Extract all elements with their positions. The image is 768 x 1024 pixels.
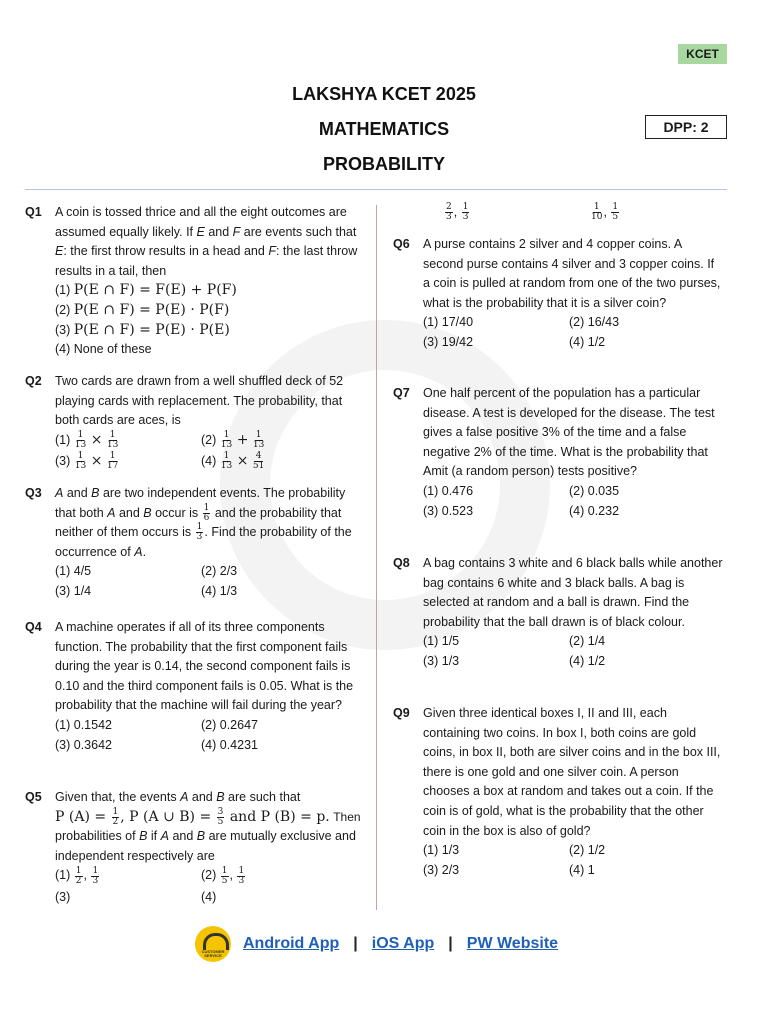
option-3-value: $\frac{2}{3}$ , $\frac{1}{3}$ — [446, 202, 469, 223]
option-3: (3) 0.3642 — [55, 737, 112, 752]
option-4: (4) 1 — [569, 862, 595, 877]
title-topic: PROBABILITY — [322, 154, 445, 174]
option-3: (3) 0.523 — [423, 503, 474, 518]
option-4: (4) 0.4231 — [201, 737, 258, 752]
question-4 — [25, 618, 365, 755]
option-4: (4) 1/2 — [569, 653, 606, 668]
option-2: (2) 0.035 — [569, 483, 620, 498]
option-2: (2) 1/4 — [569, 634, 606, 649]
option-1: (1) 1/5 — [423, 634, 460, 649]
headset-icon — [203, 933, 229, 950]
option-3: (3) $\frac{1}{13}$ × $\frac{1}{17}$ — [55, 450, 119, 471]
question-text: Given three identical boxes I, II and III, each containing two coins. In box I, both coins are gold coins, in box II, both are silver coins and in the box III, there is one gold and one silver coin. A person chooses a box at random and takes out a coin. If the coin is of gold, what is the probability that the other coin in the box is also of gold? — [423, 706, 721, 838]
option-2: (2) 16/43 — [569, 315, 620, 330]
question-5 — [25, 788, 377, 908]
question-8 — [393, 554, 723, 672]
option-4: (4) 1/3 — [201, 583, 238, 598]
option-1: (1) 17/40 — [423, 315, 474, 330]
header-divider — [25, 189, 727, 190]
option-2: (2) 0.2647 — [201, 717, 258, 732]
option-1: (1) P(E ∩ F) = F(E) + P(F) — [55, 282, 237, 299]
android-app-link[interactable]: Android App — [243, 935, 340, 952]
kcet-tag: KCET — [678, 44, 727, 64]
question-text: A machine operates if all of its three components function. The probability that the first component fails during the year is 0.14, the second component fails is 0.10 and the third component fails is 0.05. What is the probability that the machine will fail during the year? — [55, 620, 354, 713]
question-text: A purse contains 2 silver and 4 copper coins. A second purse contains 4 silver and 3 copper coins. If a coin is pulled at random from one of the two purses, what is the probability that it is a silver coin? — [423, 237, 721, 310]
option-3: (3) — [55, 890, 71, 905]
title-lakshya: LAKSHYA KCET 2025 — [292, 84, 476, 104]
question-6 — [393, 235, 723, 353]
question-number: Q1 — [25, 205, 42, 219]
question-text: A and B are two independent events. The probability that both A and B occur is $\frac{1}{6}$ and the probability that neither of them occurs is $\frac{1}{3}$ . Find the probability of the occurrence of A. — [55, 486, 352, 559]
option-4-value: $\frac{1}{10}$ , $\frac{1}{5}$ — [591, 202, 619, 223]
pw-website-link[interactable]: PW Website — [466, 935, 559, 952]
question-number: Q3 — [25, 486, 42, 500]
option-4: (4) 0.232 — [569, 503, 620, 518]
question-number: Q4 — [25, 620, 42, 634]
question-number: Q7 — [393, 386, 410, 400]
option-4: (4) 1/2 — [569, 334, 606, 349]
option-3: (3) 19/42 — [423, 334, 474, 349]
option-1: (1) 4/5 — [55, 564, 92, 579]
question-2 — [25, 372, 365, 473]
option-3: (3) 1/4 — [55, 583, 92, 598]
question-3 — [25, 484, 365, 602]
option-2: (2) P(E ∩ F) = P(E) · P(F) — [55, 301, 230, 318]
option-2: (2) $\frac{1}{5}$ , $\frac{1}{3}$ — [201, 865, 245, 886]
question-number: Q5 — [25, 790, 42, 804]
separator: | — [353, 935, 358, 952]
option-4: (4) $\frac{1}{13}$ × $\frac{4}{51}$ — [201, 450, 265, 471]
question-number: Q8 — [393, 556, 410, 570]
footer-links — [195, 926, 558, 962]
option-1: (1) $\frac{1}{2}$ , $\frac{1}{3}$ — [55, 865, 99, 886]
question-1 — [25, 203, 365, 360]
option-1: (1) 0.1542 — [55, 717, 112, 732]
customer-service-logo: CUSTOMER SERVICE — [195, 926, 231, 962]
option-1: (1) 1/3 — [423, 843, 460, 858]
question-7 — [393, 384, 723, 521]
question-5-continued-options — [444, 203, 744, 223]
question-text: Given that, the events A and B are such that P (A) = $\frac{1}{2}$ , P (A ∪ B) = $\frac{3}{5}$ and P (B) = p. Then probabilities of B if A and B are mutually exclusive and independent respectively are — [55, 790, 361, 863]
ios-app-link[interactable]: iOS App — [371, 935, 435, 952]
question-number: Q6 — [393, 237, 410, 251]
question-text: One half percent of the population has a particular disease. A test is developed for the disease. The test gives a false positive 3% of the time and a false negative 2% of the time. What is the probability that Amit (a random person) tests positive? — [423, 386, 715, 479]
option-2: (2) $\frac{1}{13}$ + $\frac{1}{13}$ — [201, 429, 265, 450]
option-3: (3) 2/3 — [423, 862, 460, 877]
option-4: (4) — [201, 890, 217, 905]
option-3: (3) 1/3 — [423, 653, 460, 668]
question-text: A coin is tossed thrice and all the eight outcomes are assumed equally likely. If E and F are events such that E: the first throw results in a head and F: the last throw results in a tail, then — [55, 205, 358, 278]
dpp-badge: DPP: 2 — [645, 115, 727, 139]
option-1: (1) $\frac{1}{13}$ × $\frac{1}{13}$ — [55, 429, 119, 450]
question-text: A bag contains 3 white and 6 black balls while another bag contains 6 white and 3 black balls. A bag is selected at random and a ball is drawn. Find the probability that the ball drawn is of black colour. — [423, 556, 723, 629]
question-number: Q9 — [393, 706, 410, 720]
title-subject: MATHEMATICS — [318, 119, 450, 139]
separator: | — [448, 935, 453, 952]
option-1: (1) 0.476 — [423, 483, 474, 498]
option-4: (4) None of these — [55, 342, 152, 357]
question-9 — [393, 704, 723, 880]
option-2: (2) 1/2 — [569, 843, 606, 858]
option-3: (3) P(E ∩ F) = P(E) · P(E) — [55, 321, 230, 338]
question-number: Q2 — [25, 374, 42, 388]
question-text: Two cards are drawn from a well shuffled deck of 52 playing cards with replacement. The probability, that both cards are aces, is — [55, 374, 344, 428]
option-2: (2) 2/3 — [201, 564, 238, 579]
